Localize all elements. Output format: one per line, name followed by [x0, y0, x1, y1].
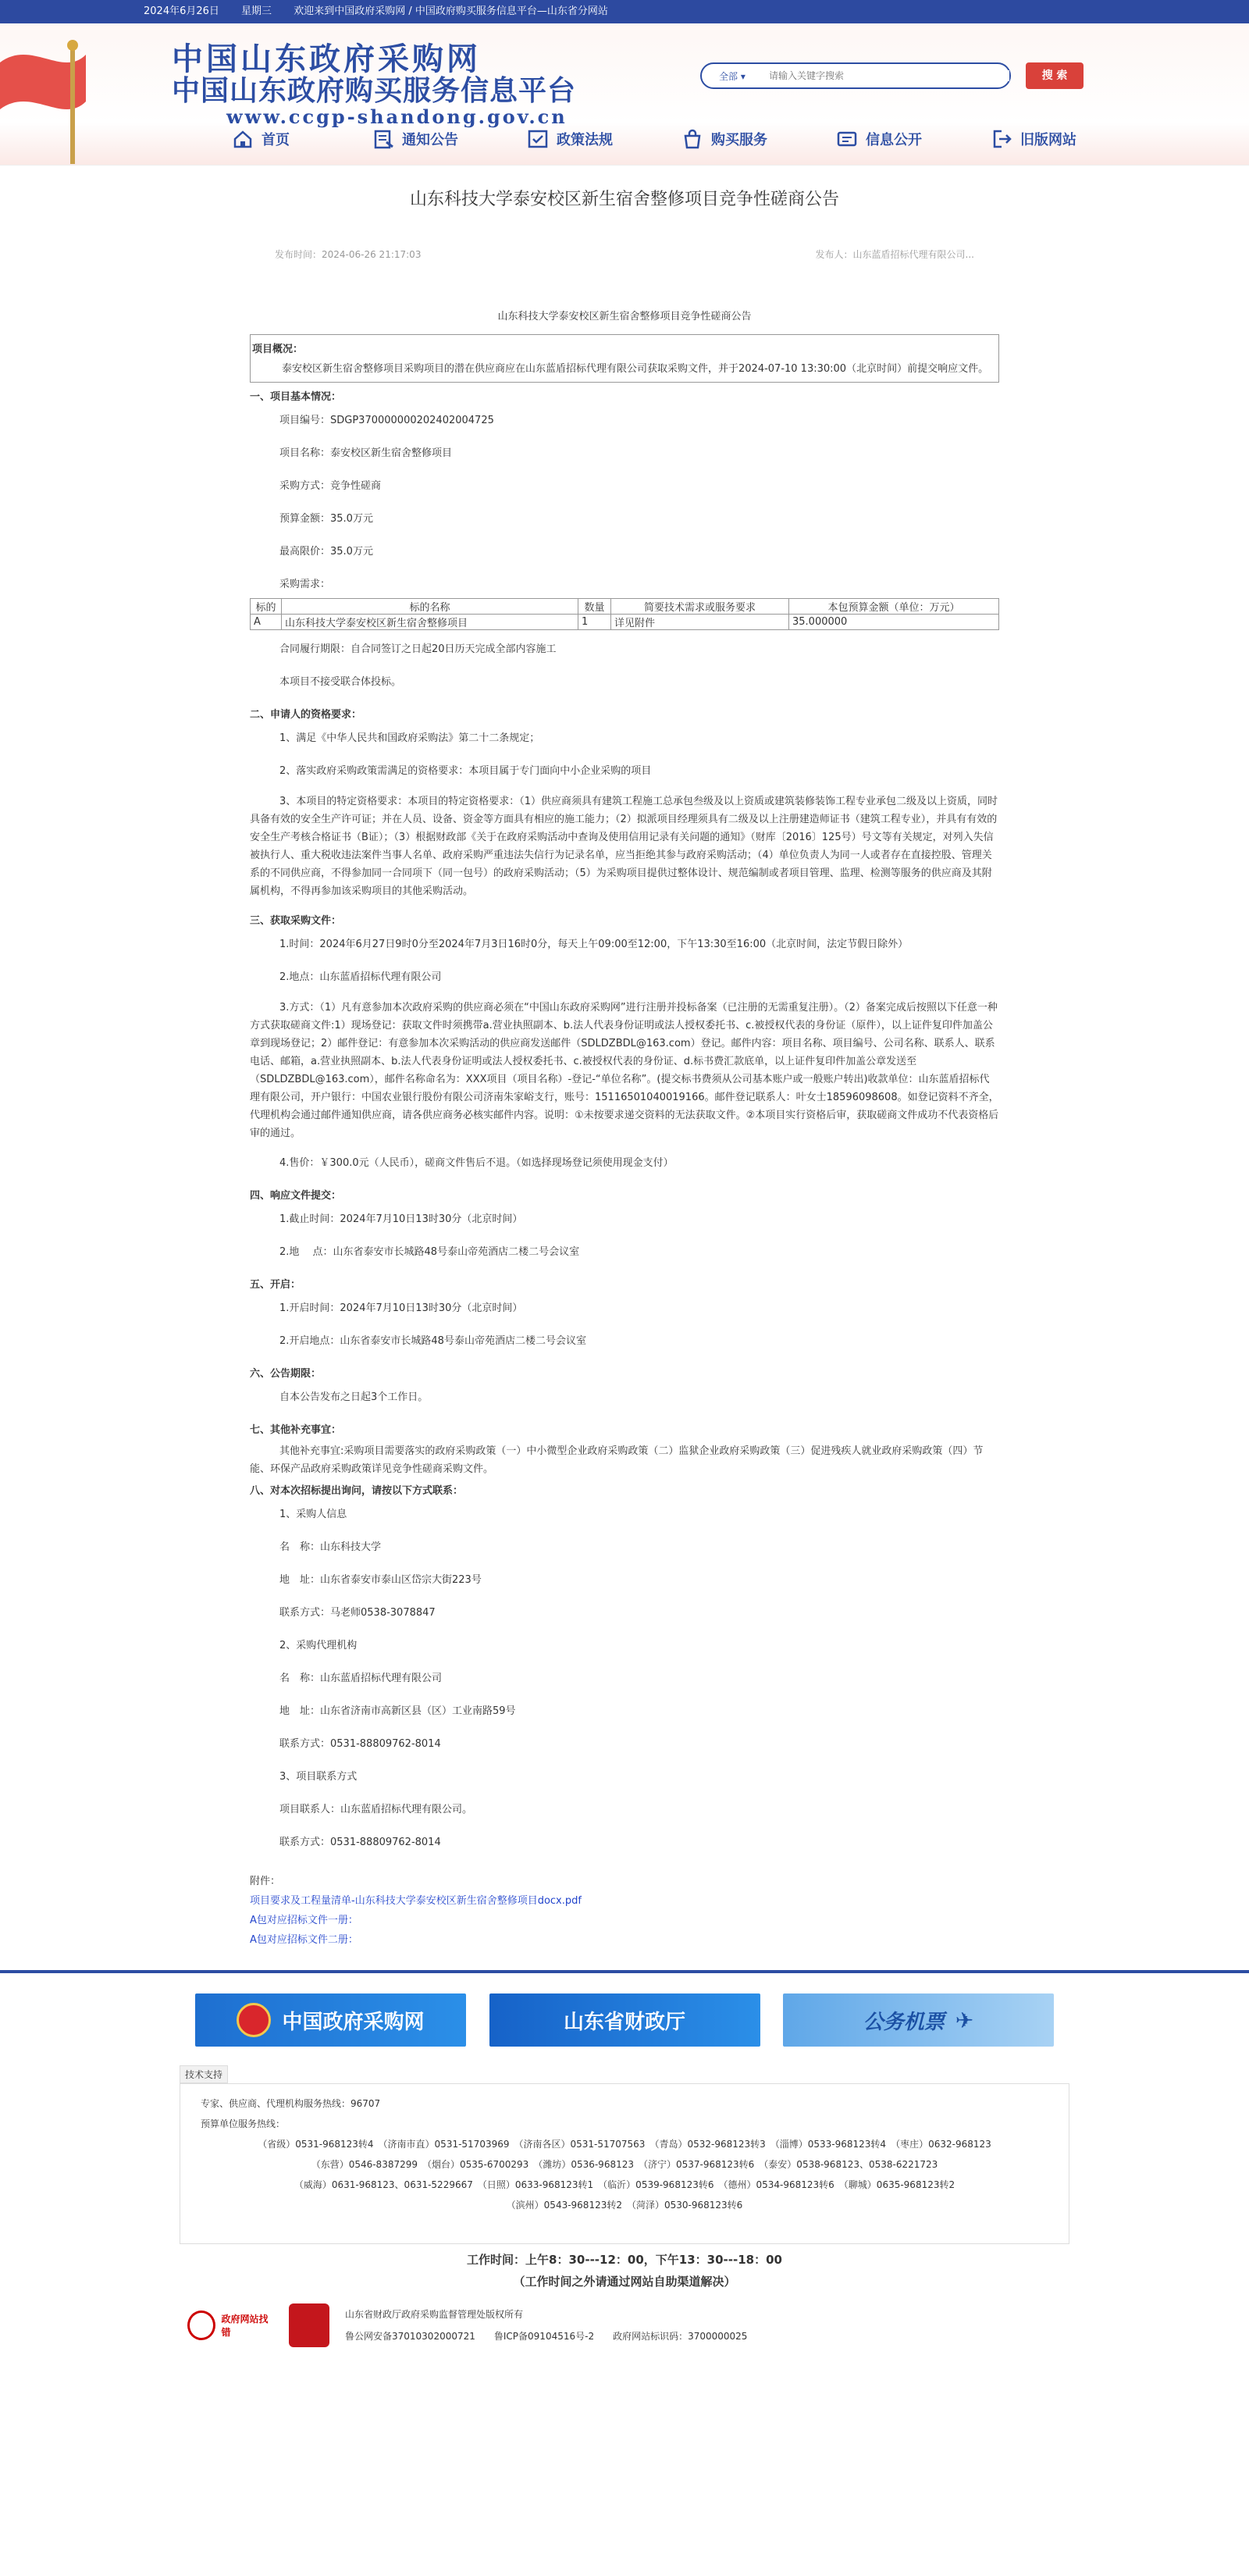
nav-label: 旧版网站	[1020, 132, 1076, 148]
section-heading: 五、开启：	[250, 1279, 301, 1291]
copyright-text: 山东省财政厅政府采购监督管理处版权所有	[345, 2309, 524, 2320]
section-heading: 八、对本次招标提出询问，请按以下方式联系：	[250, 1485, 464, 1497]
support-box	[180, 2083, 1069, 2244]
open-time: 1.开启时间：2024年7月10日13时30分（北京时间）	[279, 1302, 523, 1314]
table-header-cell: 标的名称	[282, 599, 578, 615]
get-method: 3.方式：（1）凡有意参加本次政府采购的供应商必须在“中国山东政府采购网”进行注册并投标备案（已注册的无需重复注册）。（2）备案完成后按照以下任意一种方式获取磋商文件:1）现场登记：获取文件时须携带a.营业执照副本、b.法人代表身份证明或法人授权委托书、c.被授权代表的身份证（原件），以上证件复印件加盖公章到现场登记；2）邮件登记：有意参加本次采购活动的供应商发送邮件（SDLDZBDL@163.com）登记。邮件内容：项目名称、项目编号、公司名称、联系人、联系电话、邮箱，a.营业执照副本、b.法人代表身份证明或法人授权委托书、c.被授权代表的身份证、d.标书费汇款底单，以上证件复印件加盖公章发送至（SDLDZBDL@163.com），邮件名称命名为：XXX项目（项目名称）-登记-“单位名称”。(提交标书费须从公司基本账户或一般账户转出)收款单位：山东蓝盾招标代理有限公司，开户银行：中国农业银行股份有限公司济南朱家峪支行，账号：15116501040019166。邮件登记联系人：叶女士18596098608。如登记资料不齐全，代理机构会通过邮件通知供应商，请各供应商务必核实邮件内容。说明：①未按要求递交资料的无法获取文件。②本项目实行资格后审，获取磋商文件成功不代表资格后审的通过。	[250, 1002, 999, 1139]
announce-period: 自本公告发布之日起3个工作日。	[279, 1391, 429, 1403]
exit-icon	[991, 128, 1012, 150]
home-icon	[232, 128, 254, 150]
error-report-label: 政府网站找错	[221, 2314, 269, 2338]
nav-service[interactable]	[647, 123, 802, 155]
work-hours	[141, 2249, 1108, 2293]
table-header-cell: 简要技术需求或服务要求	[611, 599, 789, 615]
icp-text: 鲁公网安备37010302000721 鲁ICP备09104516号-2 政府网站标识码：3700000025	[345, 2331, 748, 2342]
doc-subtitle: 山东科技大学泰安校区新生宿舍整修项目竞争性磋商公告	[497, 311, 752, 322]
section-heading: 四、响应文件提交：	[250, 1190, 342, 1202]
table-header-row	[251, 599, 999, 615]
contract-period: 合同履行期限：自合同签订之日起20日历天完成全部内容施工	[279, 643, 557, 655]
hotline-line: （滨州）0543-968123转2 （菏泽）0530-968123转6	[506, 2200, 743, 2211]
nav-old-site[interactable]	[956, 123, 1111, 155]
section-heading: 七、其他补充事宜：	[250, 1424, 342, 1436]
link-label: 公务机票	[863, 2010, 945, 2034]
other-matters: 其他补充事宜:采购项目需要落实的政府采购政策（一）中小微型企业政府采购政策（二）监狱企业政府采购政策（三）促进残疾人就业政府采购政策（四）节能、环保产品政府采购政策详见竞争性磋商采购文件。	[250, 1445, 984, 1475]
search-bar	[700, 62, 1011, 89]
nav-label: 信息公开	[866, 132, 922, 148]
link-label: 中国政府采购网	[282, 2010, 425, 2034]
section-heading: 一、项目基本情况：	[250, 391, 342, 403]
nav-label: 首页	[262, 132, 290, 148]
nav-info[interactable]	[802, 123, 956, 155]
weekday-text: 星期三	[241, 5, 272, 17]
project-name: 项目名称：泰安校区新生宿舍整修项目	[279, 447, 453, 459]
work-hours-text: 工作时间：上午8：30---12：00，下午13：30---18：00	[467, 2253, 782, 2267]
nav-label: 购买服务	[711, 132, 767, 148]
deadline: 1.截止时间：2024年7月10日13时30分（北京时间）	[279, 1213, 523, 1225]
purchaser-phone: 联系方式：马老师0538-3078847	[279, 1607, 436, 1619]
agency-phone: 联系方式：0531-88809762-8014	[279, 1738, 441, 1750]
link-ccgp[interactable]	[195, 1993, 466, 2047]
search-scope-select[interactable]: 全部 ▾	[702, 69, 769, 83]
work-hours-note: （工作时间之外请通过网站自助渠道解决）	[513, 2275, 736, 2289]
link-air-tickets[interactable]	[783, 1993, 1054, 2047]
link-finance-dept[interactable]	[489, 1993, 760, 2047]
overview-title: 项目概况：	[252, 344, 304, 355]
table-cell: 35.000000	[789, 615, 999, 630]
requirement-label: 采购需求：	[279, 579, 331, 590]
procurement-method: 采购方式：竞争性磋商	[279, 480, 382, 492]
main-nav	[183, 123, 1111, 155]
qualification-1: 1、满足《中华人民共和国政府采购法》第二十二条规定；	[279, 732, 540, 744]
nav-notice[interactable]	[338, 123, 493, 155]
qualification-3: 3、本项目的特定资格要求：本项目的特定资格要求：（1）供应商须具有建筑工程施工总承包叁级及以上资质或建筑装修装饰工程专业承包二级及以上资质，同时具备有效的安全生产许可证；并在人员、设备、资金等方面具有相应的施工能力；（2）拟派项目经理须具有二级及以上注册建造师证书（建筑工程专业），并具有有效的安全生产考核合格证书（B证）；（3）根据财政部《关于在政府采购活动中查询及使用信用记录有关问题的通知》（财库〔2016〕125号）号文等有关规定，对列入失信被执行人、重大税收违法案件当事人名单、政府采购严重违法失信行为记录名单，应当拒绝其参与政府采购活动；（4）单位负责人为同一人或者存在直接控股、管理关系的不同供应商，不得参加同一合同项下（同一包号）的政府采购活动；（5）为采购项目提供过整体设计、规范编制或者项目管理、监理、检测等服务的供应商及其附属机构，不得再参加该采购项目的其他采购活动。	[250, 796, 998, 897]
attachment-link[interactable]: A包对应招标文件一册：	[250, 1915, 358, 1926]
date-text: 2024年6月26日	[144, 5, 219, 17]
table-cell: A	[251, 615, 282, 630]
support-line: 专家、供应商、代理机构服务热线：96707	[201, 2098, 381, 2109]
top-bar	[0, 0, 1249, 23]
error-report-link[interactable]	[187, 2303, 273, 2347]
budget: 预算金额：35.0万元	[279, 513, 373, 525]
section-heading: 三、获取采购文件：	[250, 915, 342, 927]
support-line: 预算单位服务热线：	[201, 2118, 286, 2129]
flag-emblem-icon	[0, 31, 86, 166]
table-row	[251, 615, 999, 630]
submit-place: 2.地 点：山东省泰安市长城路48号泰山帝苑酒店二楼二号会议室	[279, 1246, 580, 1258]
policy-icon	[527, 128, 549, 150]
copyright-info	[345, 2303, 747, 2347]
info-icon	[836, 128, 858, 150]
hotline-line: （威海）0631-968123、0631-5229667 （日照）0633-968123转1 （临沂）0539-968123转6 （德州）0534-968123转6 （聊城）0635-968123转2	[294, 2179, 955, 2190]
support-tab[interactable]: 技术支持	[180, 2065, 228, 2083]
welcome-text: 欢迎来到中国政府采购网 / 中国政府购买服务信息平台—山东省分网站	[294, 5, 608, 17]
link-label: 山东省财政厅	[563, 2010, 685, 2034]
table-cell: 1	[578, 615, 611, 630]
hotline-line: （省级）0531-968123转4 （济南市直）0531-51703969 （济南各区）0531-51707563 （青岛）0532-968123转3 （淄博）0533-968123转4 （枣庄）0632-968123	[258, 2139, 991, 2150]
table-header-cell: 数量	[578, 599, 611, 615]
nav-home[interactable]	[183, 123, 338, 155]
site-subtitle: 中国山东政府购买服务信息平台	[172, 74, 577, 107]
overview-box	[250, 334, 999, 383]
search-input[interactable]	[769, 70, 1009, 81]
agency-address: 地 址：山东省济南市高新区县（区）工业南路59号	[279, 1705, 516, 1717]
national-emblem-icon	[237, 2003, 271, 2037]
attachment-link[interactable]: 项目要求及工程量清单-山东科技大学泰安校区新生宿舍整修项目docx.pdf	[250, 1895, 582, 1907]
footer-links	[141, 1993, 1108, 2047]
contact-heading: 3、项目联系方式	[279, 1771, 358, 1783]
section-heading: 六、公告期限：	[250, 1368, 322, 1380]
hotline-line: （东营）0546-8387299 （烟台）0535-6700293 （潍坊）0536-968123 （济宁）0537-968123转6 （泰安）0538-968123、0538-6221723	[311, 2159, 938, 2170]
get-time: 1.时间：2024年6月27日9时0分至2024年7月3日16时0分，每天上午09:00至12:00，下午13:30至16:00（北京时间，法定节假日除外）	[279, 939, 909, 950]
site-domain: www.ccgp-shandong.gov.cn	[226, 105, 568, 128]
table-cell: 详见附件	[611, 615, 789, 630]
table-cell: 山东科技大学泰安校区新生宿舍整修项目	[282, 615, 578, 630]
get-price: 4.售价：￥300.0元（人民币），磋商文件售后不退。（如选择现场登记须使用现金支付）	[279, 1157, 674, 1169]
article-meta	[250, 248, 999, 261]
overview-text: 泰安校区新生宿舍整修项目采购项目的潜在供应商应在山东蓝盾招标代理有限公司获取采购文件，并于2024-07-10 13:30:00（北京时间）前提交响应文件。	[282, 363, 989, 375]
table-header-cell: 标的	[251, 599, 282, 615]
contact-heading: 2、采购代理机构	[279, 1640, 358, 1651]
agency-name: 名 称：山东蓝盾招标代理有限公司	[279, 1673, 443, 1684]
consortium-note: 本项目不接受联合体投标。	[279, 676, 402, 688]
error-report-icon	[187, 2311, 215, 2340]
purchaser-address: 地 址：山东省泰安市泰山区岱宗大街223号	[279, 1574, 482, 1586]
table-header-cell: 本包预算金额（单位：万元）	[789, 599, 999, 615]
requirement-table	[250, 598, 999, 630]
max-price: 最高限价：35.0万元	[279, 546, 373, 558]
attachment-label: 附件：	[250, 1876, 281, 1887]
party-gov-badge-icon[interactable]	[289, 2303, 329, 2347]
project-number: 项目编号：SDGP370000000202402004725	[279, 415, 494, 426]
airplane-icon: ✈	[955, 2007, 974, 2033]
nav-label: 政策法规	[557, 132, 613, 148]
attachments	[250, 1872, 999, 1950]
footer	[0, 1970, 1249, 2347]
bag-icon	[681, 128, 703, 150]
footer-bottom	[141, 2303, 1108, 2347]
notice-icon	[372, 128, 394, 150]
site-title: 中国山东政府采购网	[172, 41, 481, 77]
contact-heading: 1、采购人信息	[279, 1509, 347, 1520]
get-place: 2.地点：山东蓝盾招标代理有限公司	[279, 971, 442, 983]
purchaser-name: 名 称：山东科技大学	[279, 1541, 382, 1553]
nav-label: 通知公告	[402, 132, 458, 148]
attachment-link[interactable]: A包对应招标文件二册：	[250, 1934, 358, 1946]
section-heading: 二、申请人的资格要求：	[250, 709, 362, 721]
nav-policy[interactable]	[493, 123, 647, 155]
search-button[interactable]: 搜 索	[1026, 62, 1084, 89]
qualification-2: 2、落实政府采购政策需满足的资格要求：本项目属于专门面向中小企业采购的项目	[279, 765, 652, 777]
open-place: 2.开启地点：山东省泰安市长城路48号泰山帝苑酒店二楼二号会议室	[279, 1335, 586, 1347]
project-phone: 联系方式：0531-88809762-8014	[279, 1837, 441, 1848]
publisher: 发布人：山东蓝盾招标代理有限公司...	[815, 249, 974, 260]
project-contact: 项目联系人：山东蓝盾招标代理有限公司。	[279, 1804, 473, 1815]
page-title: 山东科技大学泰安校区新生宿舍整修项目竞争性磋商公告	[409, 190, 839, 209]
site-banner	[0, 23, 1249, 166]
article	[250, 166, 999, 1950]
publish-time: 发布时间：2024-06-26 21:17:03	[275, 249, 422, 260]
